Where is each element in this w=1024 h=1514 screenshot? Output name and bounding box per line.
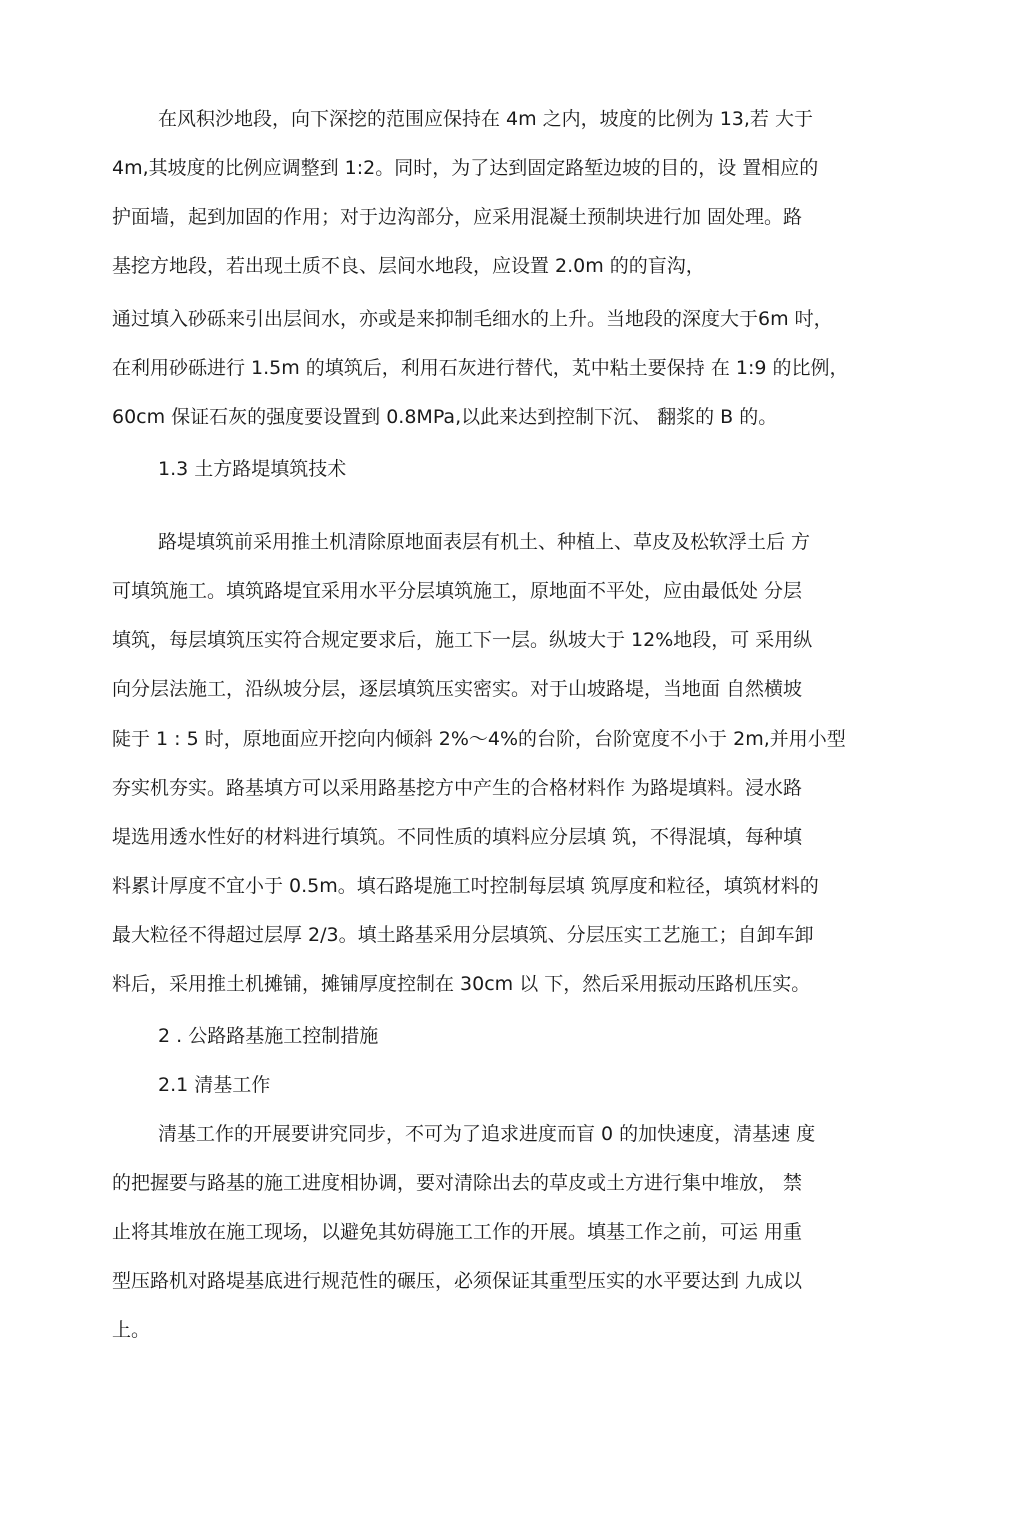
paragraph-2-line-5: 陡于 1 : 5 时，原地面应开挖向内倾斜 2%～4%的台阶，台阶宽度不小于 2m,并用小型	[112, 728, 846, 750]
paragraph-3-line-2: 的把握要与路基的施工进度相协调，要对清除出去的草皮或土方进行集中堆放， 禁	[112, 1172, 803, 1194]
paragraph-2-line-1: 路堤填筑前采用推土机清除原地面表层有机土、种植上、草皮及松软浮土后 方	[158, 531, 811, 553]
paragraph-2-line-7: 堤选用透水性好的材料进行填筑。不同性质的填料应分层填 筑，不得混填，每种填	[112, 826, 803, 848]
paragraph-2-line-6: 夯实机夯实。路基填方可以采用路基挖方中产生的合格材料作 为路堤填料。浸水路	[112, 777, 803, 799]
paragraph-1-line-7: 60cm 保证石灰的强度要设置到 0.8MPa,以此来达到控制下沉、 翻浆的 B 的。	[112, 406, 778, 428]
section-heading-2: 2 . 公路路基施工控制措施	[158, 1025, 379, 1047]
paragraph-1-line-4: 基挖方地段，若出现土质不良、层间水地段，应设置 2.0m 的的盲沟，	[112, 255, 705, 277]
paragraph-2-line-8: 料累计厚度不宜小于 0.5m。填石路堤施工吋控制每层填 筑厚度和粒径，填筑材料的	[112, 875, 819, 897]
paragraph-1-line-3: 护面墙，起到加固的作用；对于边沟部分，应采用混凝土预制块进行加 固处理。路	[112, 206, 803, 228]
section-heading-2-1: 2.1 清基工作	[158, 1074, 271, 1096]
paragraph-2-line-2: 可填筑施工。填筑路堤宜采用水平分层填筑施工，原地面不平处，应由最低处 分层	[112, 580, 803, 602]
section-heading-1-3: 1.3 土方路堤填筑技术	[158, 458, 347, 480]
paragraph-3-line-4: 型压路机对路堤基底进行规范性的碾压，必须保证其重型压实的水平要达到 九成以	[112, 1270, 803, 1292]
paragraph-3-line-3: 止将其堆放在施工现场，以避免其妨碍施工工作的开展。填基工作之前，可运 用重	[112, 1221, 803, 1243]
paragraph-3-line-1: 清基工作的开展要讲究同步，不可为了追求进度而盲 0 的加快速度，清基速 度	[158, 1123, 816, 1145]
paragraph-1-line-5: 通过填入砂砾来引出层间水，亦或是来抑制毛细水的上升。当地段的深度大于6m 吋，	[112, 308, 833, 330]
paragraph-2-line-4: 向分层法施工，沿纵坡分层，逐层填筑压实密实。对于山坡路堤，当地面 自然横坡	[112, 678, 803, 700]
paragraph-2-line-3: 填筑，每层填筑压实符合规定要求后，施工下一层。纵坡大于 12%地段，可 采用纵	[112, 629, 813, 651]
paragraph-1-line-6: 在利用砂砾进行 1.5m 的填筑后，利用石灰进行替代，芄中粘土要保持 在 1:9 的比例，	[112, 357, 849, 379]
paragraph-2-line-9: 最大粒径不得超过层厚 2/3。填土路基采用分层填筑、分层压实工艺施工；自卸车卸	[112, 924, 814, 946]
paragraph-2-line-10: 料后，采用推土机摊铺，摊铺厚度控制在 30cm 以 下，然后采用振动压路机压实。	[112, 973, 811, 995]
paragraph-1-line-2: 4m,其坡度的比例应调整到 1:2。同时，为了达到固定路堑边坡的目的，设 置相应的	[112, 157, 819, 179]
paragraph-3-line-5: 上。	[112, 1319, 151, 1341]
paragraph-1-line-1: 在风积沙地段，向下深挖的范围应保持在 4m 之内，坡度的比例为 13,若 大于	[158, 108, 813, 130]
